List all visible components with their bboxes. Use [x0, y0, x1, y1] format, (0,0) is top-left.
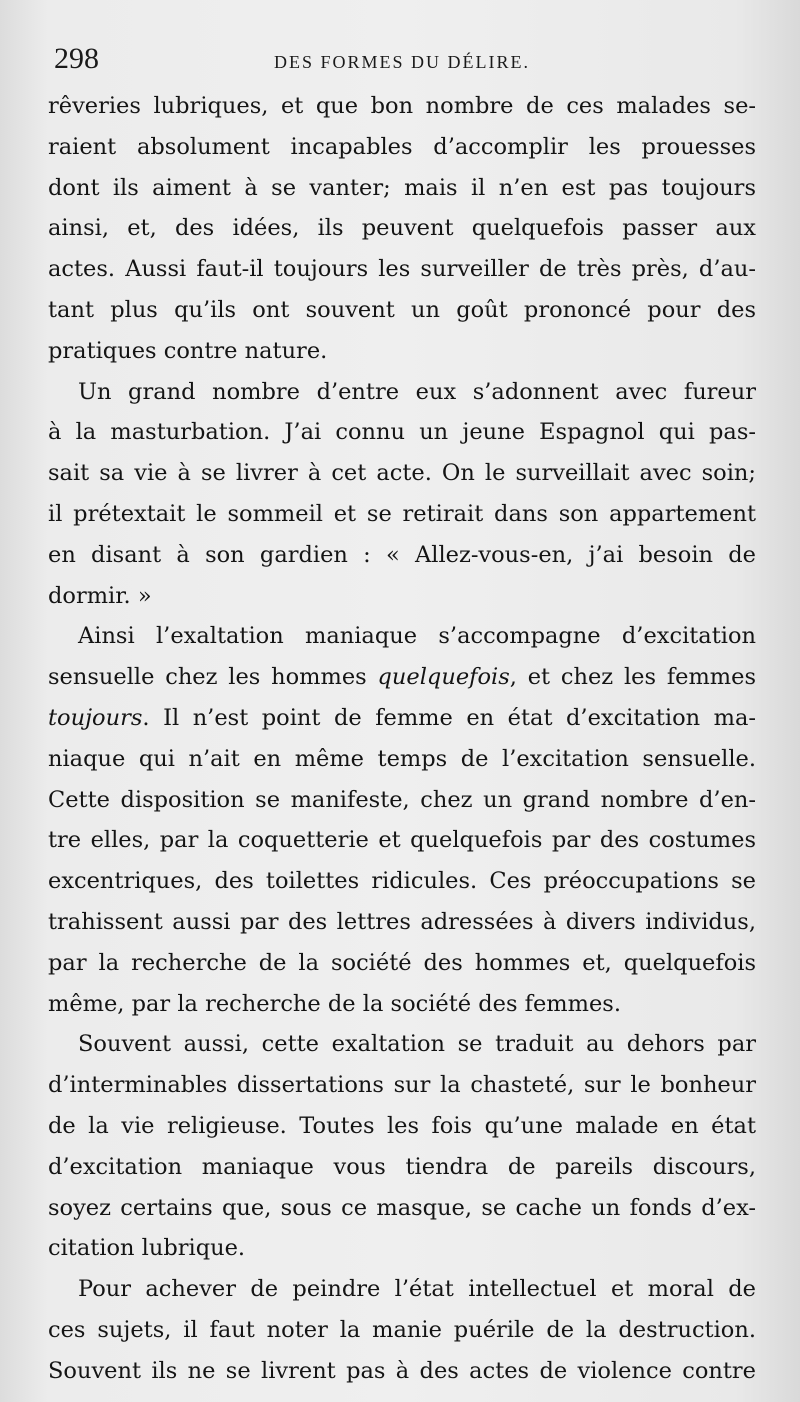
text-line: tre elles, par la coquetterie et quelquefois par des costumes — [48, 827, 756, 854]
body-text — [48, 86, 756, 1392]
paragraph — [48, 372, 756, 617]
text-line: actes. Aussi faut-il toujours les surveiller de très près, d’au- — [48, 256, 756, 283]
text-line: d’excitation maniaque vous tiendra de pareils discours, — [48, 1153, 756, 1180]
text-line: tant plus qu’ils ont souvent un goût prononcé pour des — [48, 296, 756, 323]
text-line: Pour achever de peindre l’état intellectuel et moral de — [78, 1276, 756, 1303]
italic-word: toujours — [48, 704, 143, 731]
text-line: trahissent aussi par des lettres adressées à divers individus, — [48, 908, 756, 935]
text-segment: sensuelle chez les hommes — [48, 664, 378, 691]
text-line: raient absolument incapables d’accomplir les prouesses — [48, 133, 756, 160]
text-line: pratiques contre nature. — [48, 337, 328, 364]
paragraph — [48, 1024, 756, 1269]
text-line: de la vie religieuse. Toutes les fois qu’une malade en état — [48, 1112, 756, 1139]
text-line: ainsi, et, des idées, ils peuvent quelquefois passer aux — [48, 215, 756, 242]
text-line: dormir. » — [48, 582, 152, 609]
text-line: dont ils aiment à se vanter; mais il n’en est pas toujours — [48, 174, 756, 201]
text-line: rêveries lubriques, et que bon nombre de ces malades se- — [48, 93, 756, 119]
text-line: en disant à son gardien : « Allez-vous-en, j’ai besoin de — [48, 541, 756, 568]
paragraph — [48, 616, 756, 1024]
text-line: sait sa vie à se livrer à cet acte. On le surveillait avec soin; — [48, 460, 756, 487]
page-header — [54, 42, 754, 78]
text-line: même, par la recherche de la société des femmes. — [48, 990, 621, 1017]
text-line — [48, 698, 756, 739]
running-title: DES FORMES DU DÉLIRE. — [274, 52, 531, 72]
paragraph — [48, 86, 756, 372]
text-line: par la recherche de la société des hommes et, quelquefois — [48, 949, 756, 976]
text-line: soyez certains que, sous ce masque, se cache un fonds d’ex- — [48, 1194, 756, 1221]
text-line: excentriques, des toilettes ridicules. Ces préoccupations se — [48, 868, 756, 895]
text-line: ces sujets, il faut noter la manie puérile de la destruction. — [48, 1316, 756, 1343]
text-line: Cette disposition se manifeste, chez un grand nombre d’en- — [48, 786, 756, 813]
text-line — [48, 657, 756, 698]
text-line: Souvent ils ne se livrent pas à des actes de violence contre — [48, 1357, 756, 1384]
text-line — [48, 616, 756, 657]
text-segment: Ainsi l’exaltation maniaque s’accompagne d’excitation — [78, 623, 756, 650]
text-line: Souvent aussi, cette exaltation se traduit au dehors par — [78, 1031, 756, 1058]
page-number: 298 — [54, 42, 99, 75]
text-segment: , et chez les femmes — [509, 664, 756, 691]
paragraph — [48, 1269, 756, 1391]
text-line: d’interminables dissertations sur la chasteté, sur le bonheur — [48, 1072, 756, 1099]
text-line: à la masturbation. J’ai connu un jeune Espagnol qui pas- — [48, 419, 756, 446]
text-line: Un grand nombre d’entre eux s’adonnent avec fureur — [78, 378, 756, 405]
text-line: il prétextait le sommeil et se retirait dans son appartement — [48, 500, 756, 527]
text-segment: . Il n’est point de femme en état d’excitation ma- — [142, 704, 756, 731]
text-line: citation lubrique. — [48, 1235, 246, 1262]
text-line: niaque qui n’ait en même temps de l’excitation sensuelle. — [48, 745, 756, 772]
italic-word: quelquefois — [377, 664, 510, 691]
